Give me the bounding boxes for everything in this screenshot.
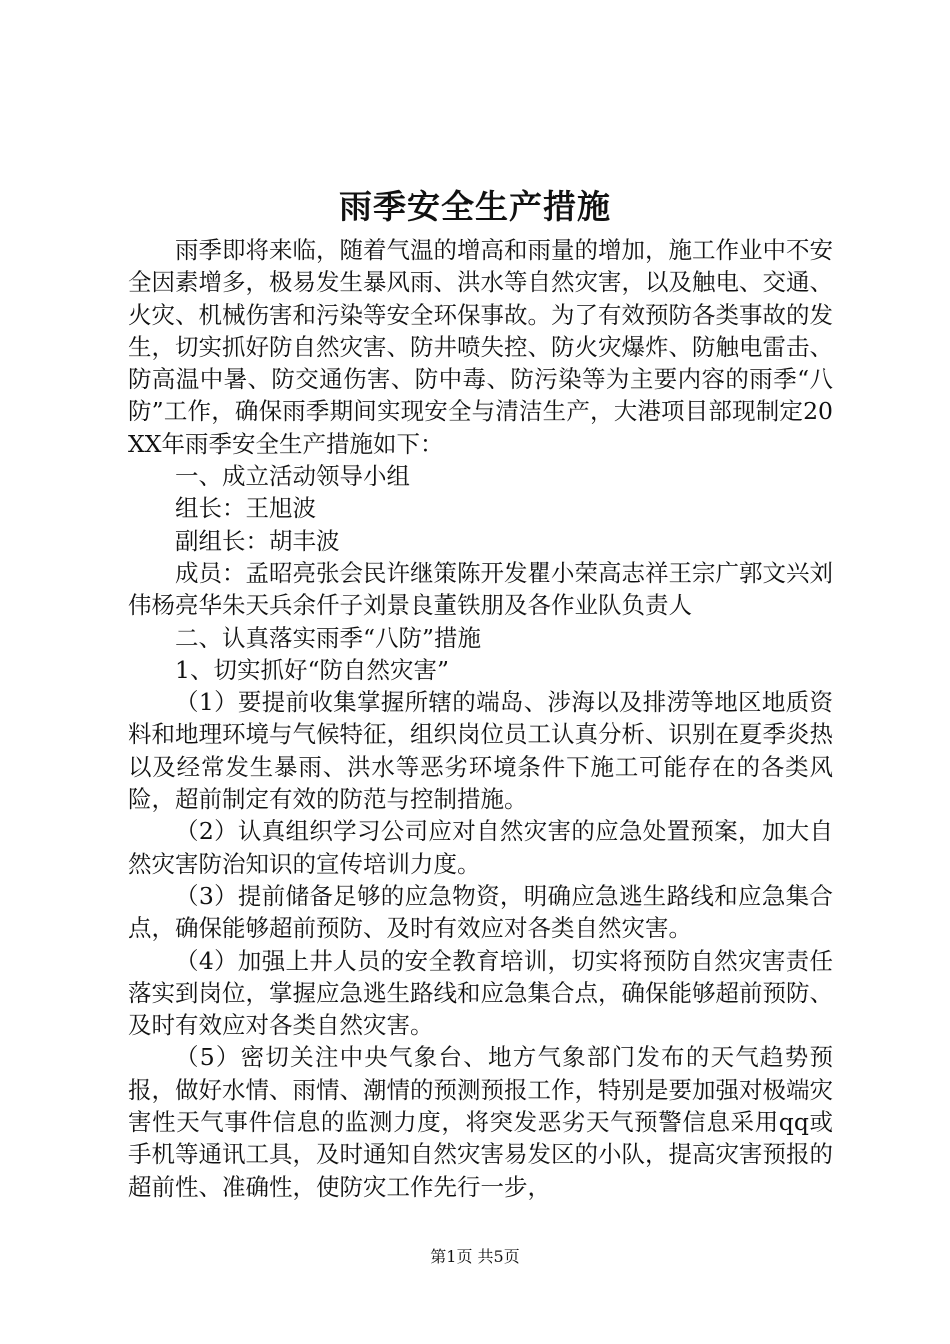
deputy-leader-line: 副组长：胡丰波 — [175, 526, 340, 555]
page-number: 第1页 共5页 — [430, 1247, 520, 1266]
document-body — [128, 234, 833, 1203]
measure-paragraph-3: （3）提前储备足够的应急物资，明确应急逃生路线和应急集合点，确保能够超前预防、及时有效应对各类自然灾害。 — [128, 881, 833, 943]
measure-paragraph-2: （2）认真组织学习公司应对自然灾害的应急处置预案，加大自然灾害防治知识的宣传培训力度。 — [128, 817, 833, 878]
measure-paragraph-1: （1）要提前收集掌握所辖的端岛、涉海以及排涝等地区地质资料和地理环境与气候特征，组织岗位员工认真分析、识别在夏季炎热以及经常发生暴雨、洪水等恶劣环境条件下施工可能存在的各类风险，超前制定有效的防范与控制措施。 — [128, 688, 833, 814]
measure-paragraph-5: （5）密切关注中央气象台、地方气象部门发布的天气趋势预报，做好水情、雨情、潮情的预测预报工作，特别是要加强对极端灾害性天气事件信息的监测力度，将突发恶劣天气预警信息采用qq或手机等通讯工具，及时通知自然灾害易发区的小队，提高灾害预报的超前性、准确性，使防灾工作先行一步， — [128, 1043, 833, 1201]
section-heading-2: 二、认真落实雨季“八防”措施 — [175, 623, 482, 652]
document-title: 雨季安全生产措施 — [339, 187, 611, 226]
intro-paragraph: 雨季即将来临，随着气温的增高和雨量的增加，施工作业中不安全因素增多，极易发生暴风雨、洪水等自然灾害，以及触电、交通、火灾、机械伤害和污染等安全环保事故。为了有效预防各类事故的发生，切实抓好防自然灾害、防井喷失控、防火灾爆炸、防触电雷击、防高温中暑、防交通伤害、防中毒、防污染等为主要内容的雨季“八防”工作，确保雨季期间实现安全与清洁生产，大港项目部现制定20XX年雨季安全生产措施如下： — [128, 236, 833, 458]
members-paragraph: 成员：孟昭亮张会民许继策陈开发瞿小荣高志祥王宗广郭文兴刘伟杨亮华朱天兵余仟子刘景良董铁朋及各作业队负责人 — [128, 558, 833, 620]
section-heading-1: 一、成立活动领导小组 — [175, 462, 410, 491]
page-footer — [0, 1246, 950, 1268]
leader-line: 组长：王旭波 — [175, 494, 316, 523]
measure-paragraph-4: （4）加强上井人员的安全教育培训，切实将预防自然灾害责任落实到岗位，掌握应急逃生路线和应急集合点，确保能够超前预防、及时有效应对各类自然灾害。 — [128, 946, 833, 1040]
subsection-heading-1: 1、切实抓好“防自然灾害” — [175, 655, 449, 684]
